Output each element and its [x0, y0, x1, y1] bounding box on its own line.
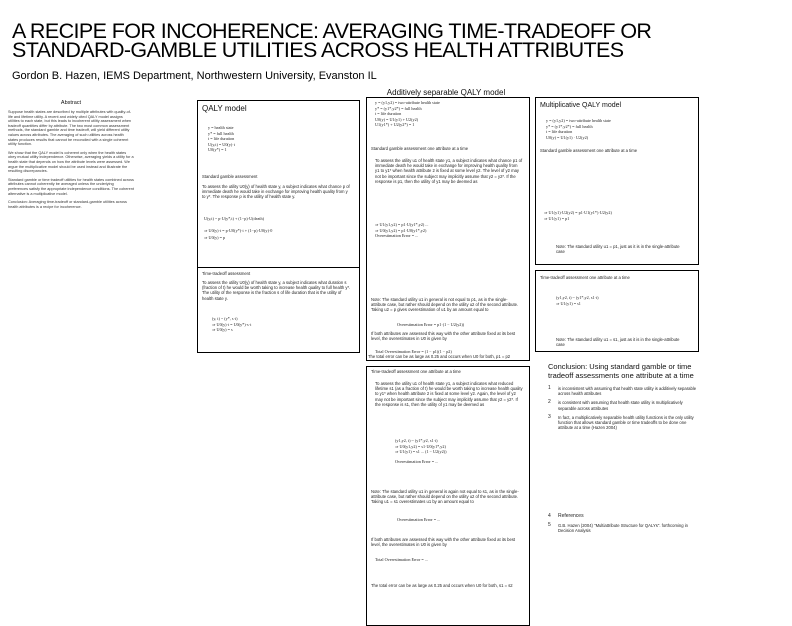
references-heading-row	[548, 514, 698, 519]
additive-note-4-equation: Total Overestimation Error = ...	[375, 557, 428, 562]
qaly-sg-equations	[204, 216, 272, 241]
conclusion-item	[548, 400, 698, 410]
abstract-panel	[8, 100, 134, 420]
multiplicative-sg-equations	[544, 210, 612, 221]
conclusion-item-number: 3	[548, 413, 551, 420]
abstract-heading: Abstract	[60, 100, 82, 106]
additive-sg-eq: ⇒ U0(y1,y2) = p1·U0(y1*,y2)	[375, 227, 427, 233]
additive-def: y* = (y1*,y2*) = full health	[375, 105, 422, 111]
multiplicative-tt-equations	[556, 295, 599, 306]
conclusion-heading: Conclusion: Using standard gamble or time tradeoff assessments one attribute at a time	[548, 362, 694, 380]
references-heading: References	[558, 513, 584, 519]
qaly-tt-eq: (y, t) ~ (y*, s·t)	[212, 316, 238, 321]
multiplicative-tt-heading: Time-tradeoff assessment one attribute at a time	[540, 275, 630, 280]
additive-tt-eq: Overestimation Error = ...	[395, 458, 439, 464]
qaly-sg-heading: Standard gamble assessment	[202, 174, 258, 179]
additive-def: y = (y1,y2) = two-attribute health state	[375, 100, 440, 105]
multiplicative-def: y* = (y1*,y2*) = full health	[546, 123, 593, 129]
reference-number: 4	[548, 513, 551, 519]
multiplicative-tt-box	[535, 270, 699, 352]
conclusion-list	[548, 386, 698, 430]
multiplicative-tt-eq: ⇒ U1(y1) = s1	[556, 300, 581, 306]
conclusion-item-number: 1	[548, 385, 551, 391]
multiplicative-def: U0(y) = U1(y1) · U2(y2)	[546, 134, 589, 140]
multiplicative-model-box	[535, 97, 699, 265]
conclusion-item	[548, 386, 698, 396]
additive-sg-text: To assess the utility u1 of health state y1, a subject indicates what chance p1 of immediate death he would take in exchange for improving health quality from y1 to y1* when health attribute 2 is fixed at some level y2. The level of y2 may not be important since the subject may implicitly assume that y2 = y2*. If the response is p1, then the utility of y1 may be deemed as	[375, 158, 523, 184]
additive-tt-text: To assess the utility u1 of health state y1, a subject indicates what reduced lifetime s1 (as a fraction of t) he would be worth taking to increase health quality to y1* when health attribute 2 is fixed at some level y2. Again, the level of y2 may not be important since the subject may implicitly assume that y2 = y2*. If the response is s1, then the utility of y1 may be deemed as	[375, 381, 523, 407]
abstract-paragraph-4: Conclusion: Averaging time-tradeoff or standard-gamble utilities across health attributes is a recipe for incoherence.	[8, 200, 127, 209]
multiplicative-def: y = (y1,y2) = two-attribute health state	[546, 118, 611, 123]
references	[548, 514, 698, 534]
conclusion-panel	[548, 362, 698, 622]
additive-definitions	[375, 100, 440, 128]
qaly-model-box	[197, 100, 360, 268]
qaly-tt-eq: ⇒ U0(y)·t = U0(y*)·s·t	[212, 321, 252, 327]
multiplicative-def: t = life duration	[546, 129, 573, 135]
qaly-sg-eq: ⇒ U0(y)·t = p·U0(y*)·t + (1−p)·U0(y)·0	[204, 227, 273, 233]
multiplicative-sg-eq: ⇒ U1(y1) = p1	[544, 215, 570, 221]
additive-tt-box	[366, 366, 530, 626]
additive-tt-eq: ⇒ U1(y1) = s1 ... (1 − U2(y2))	[395, 449, 447, 455]
qaly-def: U0(y*) = 1	[208, 147, 227, 153]
abstract-paragraph-3: Standard gamble or time tradeoff utilities for health states combined across attributes cannot coherently be averaged unless the underlying preferences satisfy the appropriate independence conditions. The coherent alternative is a multiplicative model.	[8, 177, 134, 196]
qaly-definitions	[208, 125, 235, 153]
additive-note-1-equation: Overestimation Error = p1·(1 − U2(y2))	[397, 322, 465, 327]
reference-item	[548, 523, 698, 533]
additive-total-error-2: The total error can be as large as 0.25 and occurs when U0 for both, s1 = s2	[371, 583, 513, 588]
multiplicative-sg-eq: ⇒ U1(y1)·U2(y2) = p1·U1(y1*)·U2(y2)	[544, 210, 612, 215]
reference-text: G.B. Hazen (2004) "Multiattribute Structure for QALYs". forthcoming in Decision Analysis	[558, 523, 688, 534]
qaly-def: U(y,t) = U0(y)·t	[208, 141, 235, 147]
multiplicative-definitions	[546, 118, 611, 140]
qaly-tt-heading: Time-tradeoff assessment	[202, 271, 251, 276]
qaly-sg-text: To assess the utility U0(y) of health state y, a subject indicates what chance p of immediate death he would take in exchange for improving health quality from y to y*. The response p is the utility of health state y.	[202, 184, 350, 200]
additive-tt-eq: (y1,y2, t) ~ (y1*,y2, s1·t)	[395, 438, 438, 443]
conclusion-item-text: is inconsistent with assuming that health state utility is additively separable across health attributes	[558, 386, 697, 397]
qaly-def: y = health state	[208, 125, 234, 130]
additive-tt-eq: ⇒ U0(y1,y2) = s1·U0(y1*,y2)	[395, 443, 446, 449]
additive-tt-heading: Time-tradeoff assessment one attribute at a time	[371, 369, 461, 374]
additive-def: t = life duration	[375, 111, 402, 117]
multiplicative-tt-eq: (y1,y2, t) ~ (y1*,y2, s1·t)	[556, 295, 599, 300]
abstract-paragraph-1: Suppose health states are described by multiple attributes with quality-of-life and lifetime utility. A recent and widely cited QALY model assigns utilities to each state, but this leads to incoherent utility assessment when tradeoff quantities differ by attribute. The two most common assessment methods, the standard gamble and time tradeoff, will yield different utility values across attributes. The averaging of such utilities across health states produces results that cannot be reconciled with a single coherent utility function.	[8, 110, 132, 147]
additive-note-2-equation: Total Overestimation Error = (1 − p1)(1 − p2)	[375, 349, 452, 354]
author-line: Gordon B. Hazen, IEMS Department, Northwestern University, Evanston IL	[12, 70, 377, 82]
additive-def: U0(y) = U1(y1) + U2(y2)	[375, 116, 419, 122]
abstract-paragraph-2: We show that the QALY model is coherent only when the health states obey mutual utility independence. Otherwise, averaging yields a utility for a health state that depends on how the attribute levels were assessed. We argue the multiplicative model should be used instead and illustrate the resulting discrepancies.	[8, 150, 134, 174]
qaly-tt-text: To assess the utility U0(y) of health state y, a subject indicates what duration s (fraction of t) he would be worth taking to increase health quality to full health y*. The utility of the response is the fraction s of life duration that is the utility of health state y.	[202, 280, 351, 301]
additive-total-error: The total error can be as large as 0.25 and occurs when U0 for both, p1 = p2	[368, 354, 511, 359]
additive-note-1: Note: The standard utility u1 in general is not equal to p1, as in the single-attribute case, but rather should depend on the utility u2 of the second attribute. Taking u2 = p gives overestimation of u1 by an amount equal to	[371, 297, 519, 313]
reference-number: 5	[548, 522, 551, 529]
additive-sg-eq: Overestimation Error = ...	[375, 233, 419, 239]
additive-def: U1(y1*) + U2(y2*) = 1	[375, 122, 415, 128]
additive-note-3-equation: Overestimation Error = ...	[397, 517, 441, 522]
qaly-sg-eq: ⇒ U0(y) = p	[204, 235, 226, 241]
multiplicative-tt-note: Note: The standard utility u1 = s1, just as it is in the single-attribute case	[556, 337, 680, 348]
conclusion-item	[548, 415, 698, 431]
additive-sg-heading: Standard gamble assessment one attribute at a time	[371, 146, 469, 151]
qaly-def: t = life duration	[208, 136, 235, 142]
additive-tt-equations	[395, 438, 447, 464]
multiplicative-sg-heading: Standard gamble assessment one attribute at a time	[540, 148, 638, 153]
qaly-heading: QALY model	[202, 104, 247, 113]
qaly-tt-eq: ⇒ U0(y) = s	[212, 327, 233, 333]
additive-sg-equations	[375, 222, 428, 239]
additive-note-3: Note: The standard utility u1 in general is again not equal to s1, as in the single-attribute case, but rather should depend on the utility u2 of the second attribute. Taking u1 = s1 overestimates u1 by an amount equal to	[371, 489, 519, 505]
additive-model-box	[366, 97, 530, 361]
conclusion-item-number: 2	[548, 399, 551, 406]
additive-heading: Additively separable QALY model	[386, 88, 506, 97]
additive-note-2: If both attributes are assessed this way with the other attribute fixed at its best level, the overestimates in U0 is given by	[371, 331, 516, 342]
additive-sg-eq: ⇒ U1(y1,y2) = p1·U(y1*,y2) ...	[375, 222, 429, 227]
conclusion-item-text: In fact, a multiplicatively separable health utility functions is the only utility function that allows standard gamble or time tradeoffs to be done one attribute at a time (Hazen 2004)	[558, 414, 694, 431]
multiplicative-sg-note: Note: The standard utility u1 = p1, just as it is in the single-attribute case	[556, 244, 680, 255]
qaly-sg-eq: U(y,t) ~ p·U(y*,t) + (1−p)·U(death)	[204, 216, 264, 221]
conclusion-item-text: is consistent with assuming that health state utility is multiplicatively separable across attributes	[558, 400, 683, 411]
qaly-tt-equations	[212, 316, 251, 333]
multiplicative-heading: Multiplicative QALY model	[540, 102, 622, 109]
additive-note-4: If both attributes are assessed this way with the other attribute fixed at its best level, the overestimates in U0 is given by	[371, 537, 516, 548]
qaly-tt-box	[197, 267, 360, 353]
poster-title: A RECIPE FOR INCOHERENCE: AVERAGING TIME-TRADEOFF OR STANDARD-GAMBLE UTILITIES ACROSS HEALTH ATTRIBUTES	[12, 19, 652, 62]
qaly-def: y* = full health	[208, 130, 234, 136]
